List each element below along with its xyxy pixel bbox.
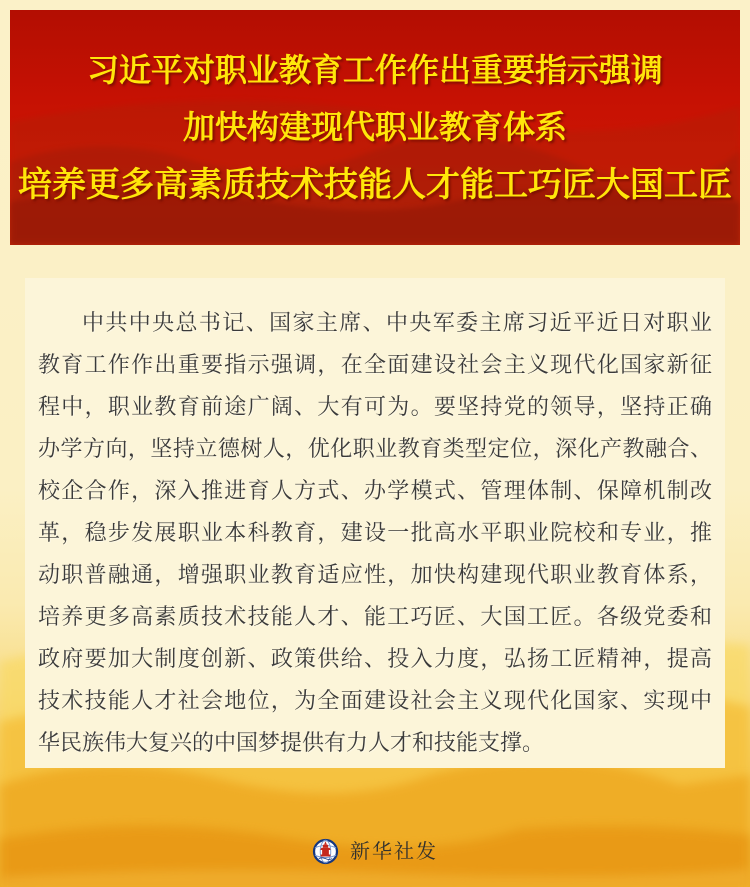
headline-banner [10, 10, 740, 245]
article-line: 技术技能人才社会地位，为全面建设社会主义现代化国家、实现中 [38, 689, 712, 714]
article-line: 办学方向，坚持立德树人，优化职业教育类型定位，深化产教融合、 [38, 437, 712, 462]
headline-line-3: 培养更多高素质技术技能人才能工巧匠大国工匠 [18, 164, 732, 205]
xinhua-emblem-icon [312, 838, 339, 865]
headline-line-2: 加快构建现代职业教育体系 [182, 107, 567, 146]
footer-credit [0, 836, 750, 866]
article-line: 校企合作，深入推进育人方式、办学模式、管理体制、保障机制改 [38, 479, 712, 504]
credit-text: 新华社发 [350, 839, 438, 863]
banner-headlines [10, 10, 740, 245]
article-line: 培养更多高素质技术技能人才、能工巧匠、大国工匠。各级党委和 [38, 605, 712, 630]
article-line: 政府要加大制度创新、政策供给、投入力度，弘扬工匠精神，提高 [38, 647, 712, 672]
headline-line-1: 习近平对职业教育工作作出重要指示强调 [86, 50, 663, 89]
article-line: 动职普融通，增强职业教育适应性，加快构建现代职业教育体系， [38, 563, 712, 588]
article-line: 华民族伟大复兴的中国梦提供有力人才和技能支撑。 [38, 731, 545, 756]
article-line: 程中，职业教育前途广阔、大有可为。要坚持党的领导，坚持正确 [38, 395, 712, 420]
article-box [25, 278, 725, 768]
article-line: 教育工作作出重要指示强调，在全面建设社会主义现代化国家新征 [38, 353, 712, 378]
article-line: 中共中央总书记、国家主席、中央军委主席习近平近日对职业 [82, 311, 712, 336]
article-line: 革，稳步发展职业本科教育，建设一批高水平职业院校和专业，推 [38, 521, 712, 546]
